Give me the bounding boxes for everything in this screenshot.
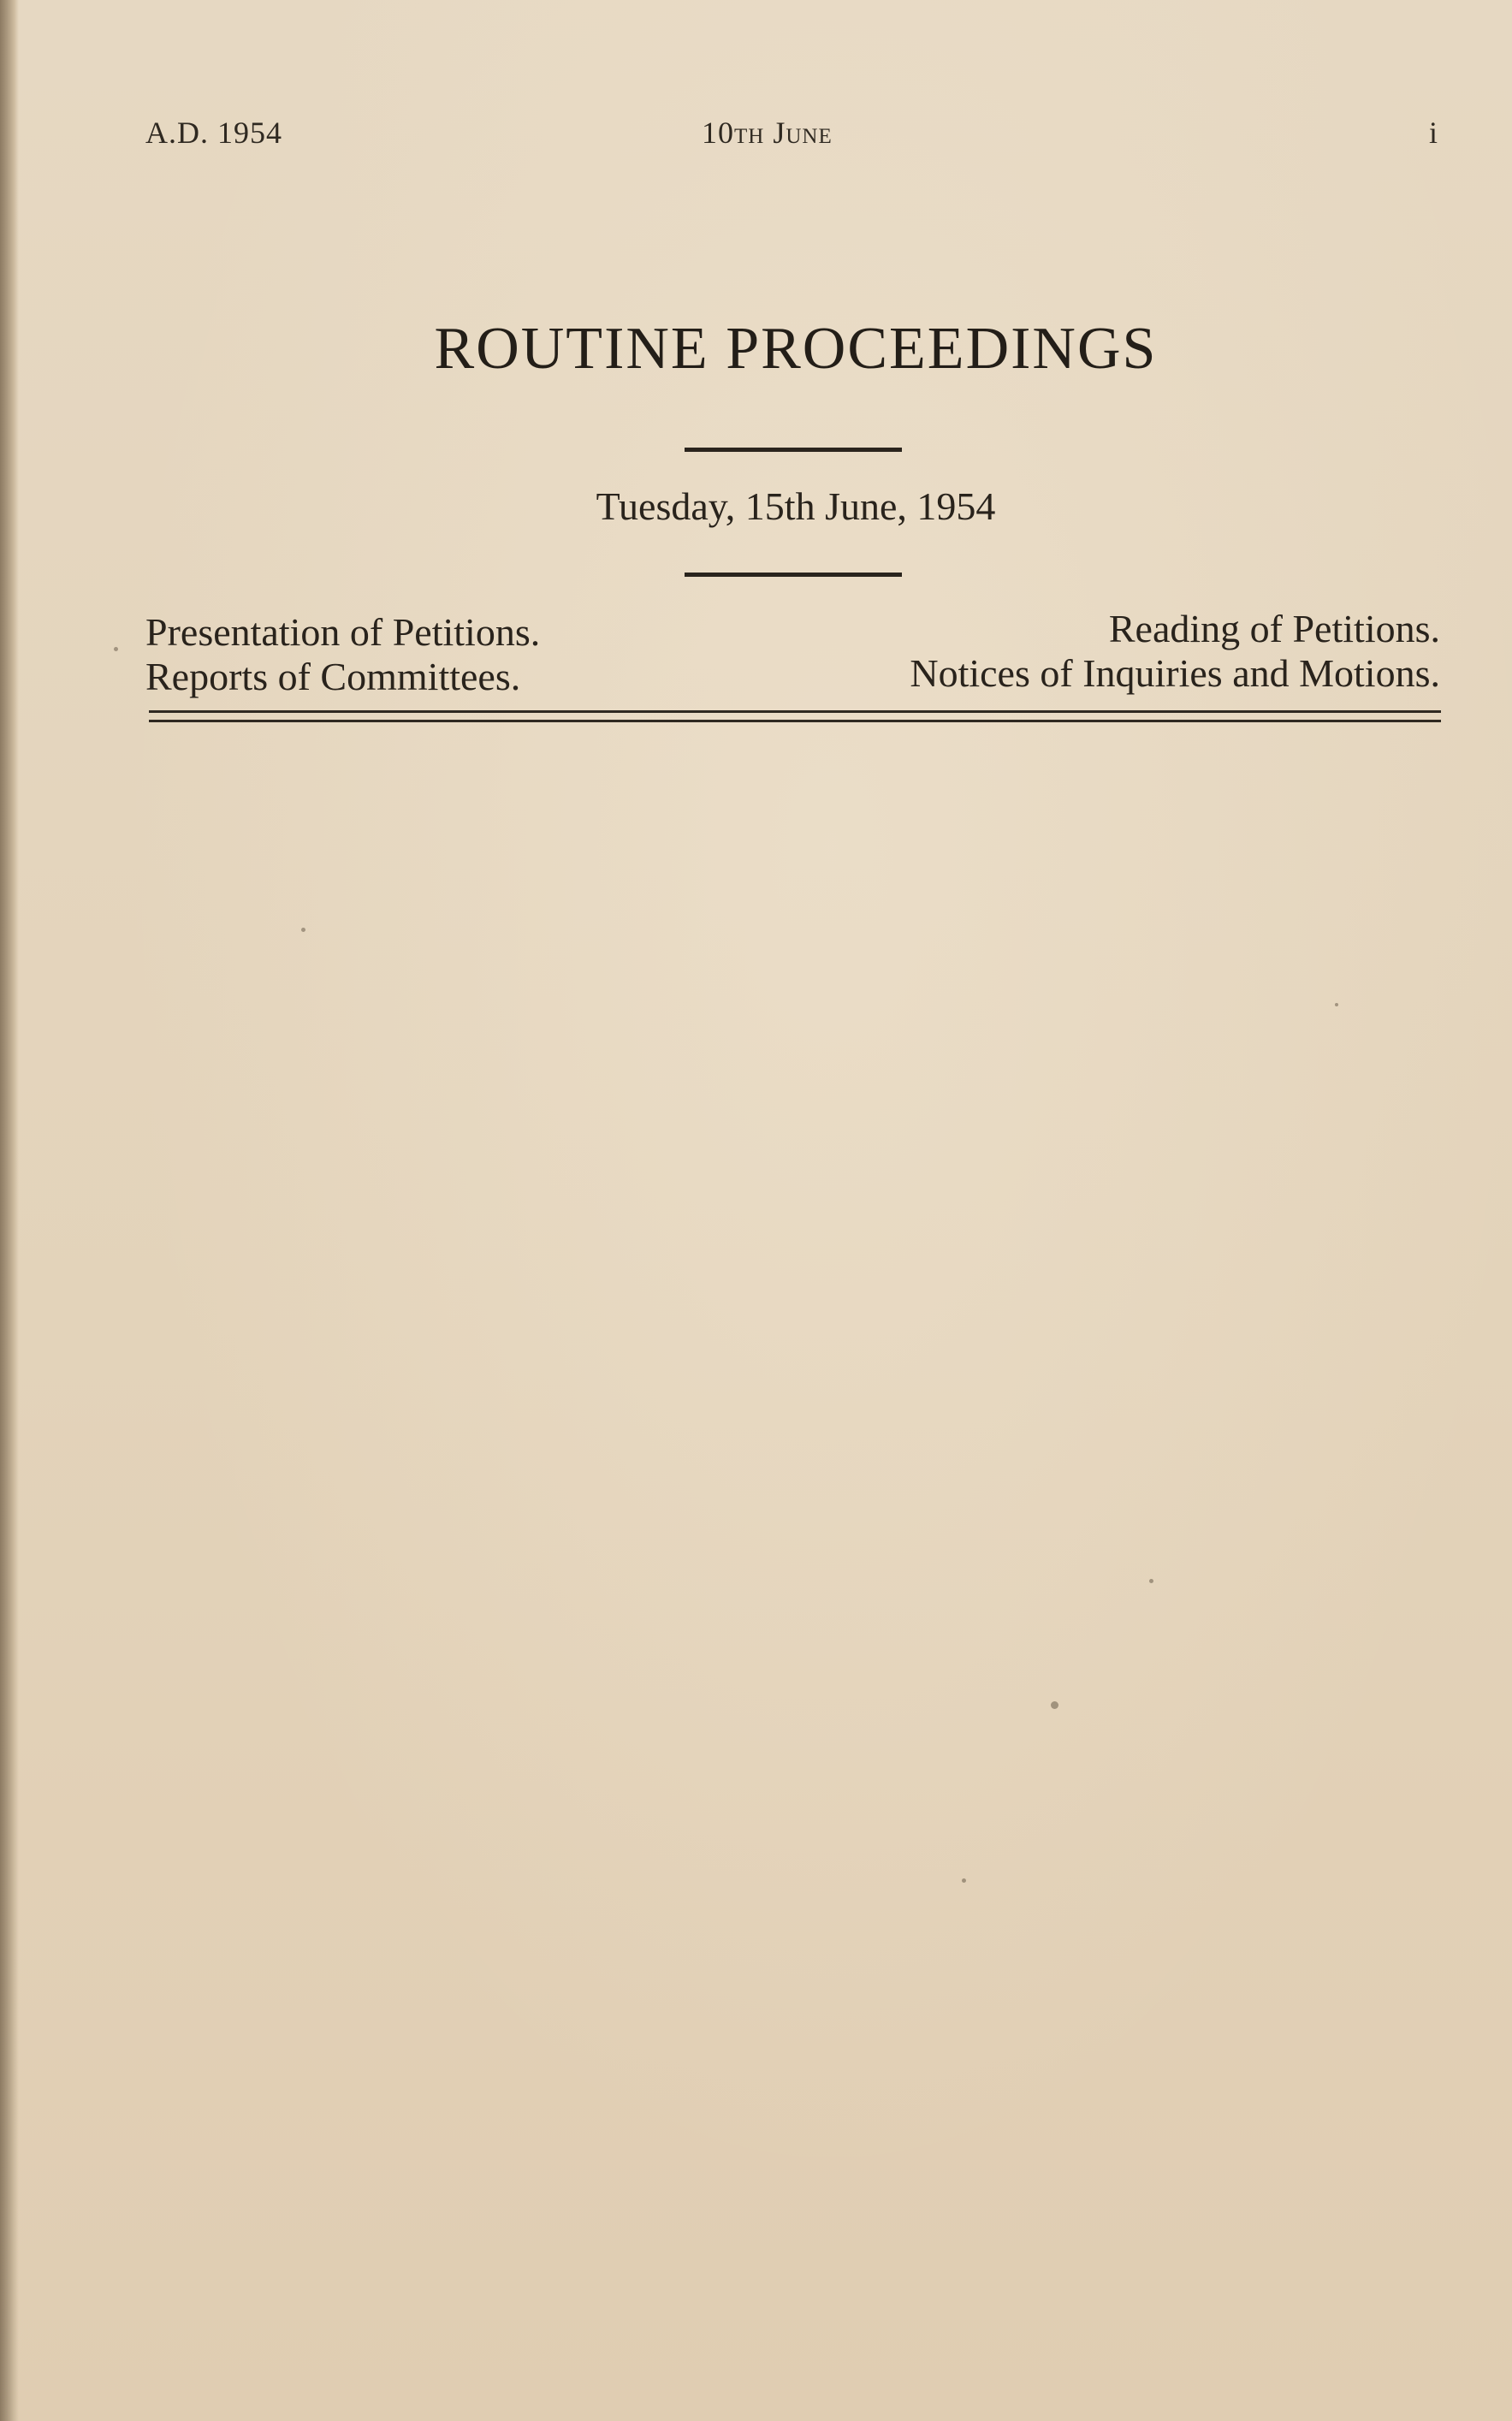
proceeding-item: Reports of Committees.: [145, 655, 521, 698]
paper-speck: [962, 1878, 966, 1883]
running-head-date: 10th June: [702, 116, 833, 150]
page-title: ROUTINE PROCEEDINGS: [434, 316, 1158, 382]
paper-speck: [1335, 1003, 1338, 1006]
running-head-year: A.D. 1954: [145, 116, 282, 150]
paper-speck: [1051, 1701, 1058, 1709]
date-rule: [685, 573, 902, 577]
section-double-rule: [149, 710, 1441, 722]
proceeding-item: Reading of Petitions.: [1108, 607, 1440, 650]
page-number: i: [1429, 116, 1439, 150]
paper-speck: [1149, 1579, 1153, 1583]
title-rule: [685, 448, 902, 452]
paper-speck: [301, 928, 305, 932]
paper-speck: [114, 647, 118, 651]
sitting-date: Tuesday, 15th June, 1954: [596, 484, 996, 528]
proceeding-item: Presentation of Petitions.: [145, 610, 541, 654]
proceeding-item: Notices of Inquiries and Motions.: [910, 651, 1440, 695]
